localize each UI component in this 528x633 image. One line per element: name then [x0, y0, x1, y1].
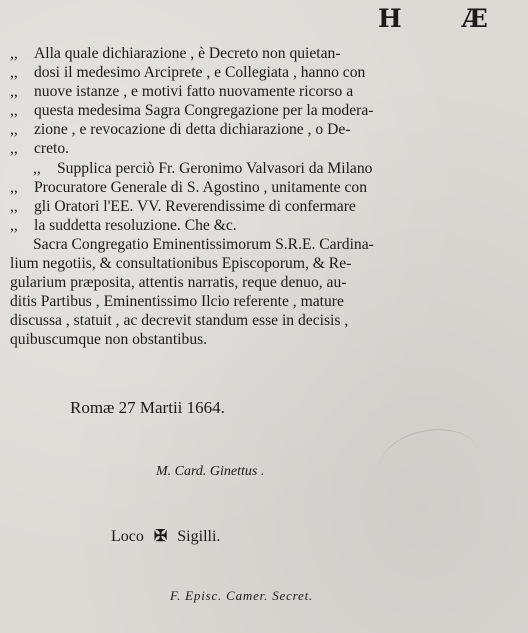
- text-line: ,,questa medesima Sagra Congregazione per la modera-: [10, 101, 518, 120]
- text-line: ditis Partibus , Eminentissimo Ilcio referente , mature: [10, 293, 344, 311]
- seal-label-before: Loco: [111, 528, 144, 545]
- quote-mark: [10, 139, 34, 158]
- quote-mark: [10, 216, 34, 235]
- quote-mark: [10, 101, 34, 120]
- quote-mark: [10, 44, 34, 63]
- text-line: quibuscumque non obstantibus.: [10, 331, 208, 349]
- cardinal-signature: M. Card. Ginettus .: [156, 464, 265, 479]
- text-line: ,,gli Oratori l'EE. VV. Reverendissime di confermare: [10, 197, 518, 216]
- text-line: ,,la suddetta resoluzione. Che &c.: [10, 216, 518, 235]
- text-line: Sacra Congregatio Eminentissimorum S.R.E. Cardina-: [33, 235, 374, 253]
- quote-mark: [10, 120, 34, 139]
- cross-icon: ✠: [153, 528, 168, 545]
- quote-mark: [10, 197, 34, 216]
- text-line: ,,nuove istanze , e motivi fatto nuovamente ricorso a: [10, 82, 518, 101]
- decree-text: [10, 44, 518, 350]
- signature-mark-ae: Æ: [462, 4, 489, 33]
- text-line: lium negotiis, & consultationibus Episcoporum, & Re-: [10, 255, 352, 273]
- text-line: ,,zione , e revocazione di detta dichiarazione , o De-: [10, 120, 518, 139]
- seal-label-after: Sigilli.: [177, 528, 221, 545]
- text-line: ,,Supplica perciò Fr. Geronimo Valvasori da Milano: [10, 159, 518, 178]
- signature-mark-h: H: [378, 4, 403, 33]
- secretary-signature: F. Episc. Camer. Secret.: [170, 588, 314, 603]
- text-line: ,,creto.: [10, 139, 518, 158]
- text-line: gularium præposita, attentis narratis, reque denuo, au-: [10, 274, 347, 292]
- seal-line: [111, 526, 220, 546]
- text-line: discussa , statuit , ac decrevit standum esse in decisis ,: [10, 312, 349, 330]
- text-line: ,,dosi il medesimo Arciprete , e Collegiata , hanno con: [10, 63, 518, 82]
- quote-mark: [33, 159, 57, 178]
- text-line: ,,Procuratore Generale di S. Agostino , unitamente con: [10, 178, 518, 197]
- quote-mark: [10, 63, 34, 82]
- quote-mark: [10, 178, 34, 197]
- paper-stain: [375, 422, 484, 499]
- decree-date: Romæ 27 Martii 1664.: [70, 398, 225, 417]
- text-line: ,,Alla quale dichiarazione , è Decreto non quietan-: [10, 44, 518, 63]
- quote-mark: [10, 82, 34, 101]
